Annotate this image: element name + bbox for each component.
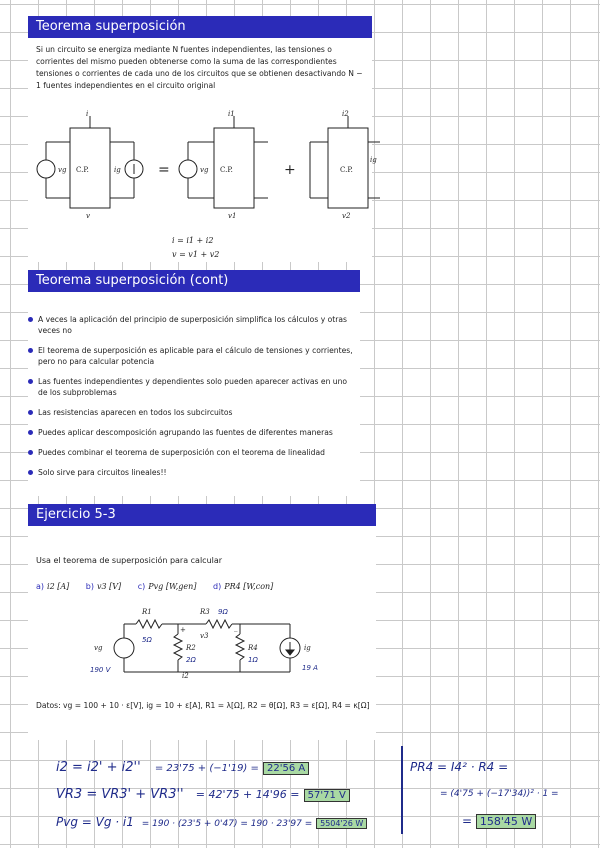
r1-label: R1 — [142, 608, 152, 616]
slide-title: Ejercicio 5-3 — [28, 504, 376, 526]
slide-text: Si un circuito se energiza mediante N fuentes independientes, las tensiones o corrientes del mismo pueden obtenerse como la suma de las correspondientes tensiones o corrientes de cada uno de los circuitos que se obtienen desactivando N − 1 fuentes independientes en el circuito original — [36, 45, 363, 90]
bullet-item: A veces la aplicación del principio de superposición simplifica los cálculos y otras veces no — [28, 314, 358, 336]
note-result: 57'71 V — [304, 789, 350, 802]
note-result: 22'56 A — [263, 762, 309, 775]
equation-current: i = i1 + i2 — [172, 236, 214, 245]
bullet-list — [28, 314, 358, 487]
exercise-circuit-diagram — [28, 602, 376, 692]
handwritten-ig-value: 19 A — [302, 664, 318, 672]
bullet-item: El teorema de superposición es aplicable para el cálculo de tensiones y corrientes, pero no para calcular potencia — [28, 345, 358, 367]
equation-voltage: v = v1 + v2 — [172, 250, 220, 259]
r4-label: R4 — [248, 644, 258, 652]
note-line-1 — [56, 760, 309, 775]
i1-label: i1 — [228, 110, 235, 118]
bullet-item: Las resistencias aparecen en todos los subcircuitos — [28, 407, 358, 418]
plus-sign: + — [284, 162, 296, 178]
note-lhs: i2 = i2' + i2'' — [56, 760, 141, 775]
handwritten-r2-value: 2Ω — [186, 656, 196, 664]
bullet-item: Puedes combinar el teorema de superposición con el teorema de linealidad — [28, 447, 358, 458]
vg-label: vg — [58, 166, 67, 174]
v3-label: v3 — [200, 632, 209, 640]
plus-sign: + — [180, 626, 186, 634]
block-label: C.P. — [76, 166, 89, 174]
equals-sign: = — [158, 162, 170, 178]
bullet-item: Las fuentes independientes y dependientes solo pueden aparecer activas en uno de los subproblemas — [28, 376, 358, 398]
exercise-item-c: c) Pvg [W,gen] — [137, 582, 197, 591]
i-label: i — [86, 110, 89, 118]
exercise-intro: Usa el teorema de superposición para calcular — [36, 556, 223, 565]
exercise-item-b: b) v3 [V] — [85, 582, 122, 591]
ig-label: ig — [370, 156, 377, 164]
r3-label: R3 — [200, 608, 210, 616]
handwritten-vg-value: 190 V — [90, 666, 111, 674]
note-line-2 — [56, 787, 350, 802]
minus-sign: _ — [234, 624, 238, 632]
handwritten-r4-value: 1Ω — [248, 656, 258, 664]
ig-label: ig — [304, 644, 311, 652]
vg-label: vg — [200, 166, 209, 174]
note-rhs: = 42'75 + 14'96 = — [195, 788, 300, 801]
note-right-2: = (4'75 + (−17'34))² · 1 = — [440, 789, 559, 799]
r2-label: R2 — [186, 644, 196, 652]
circuit-original — [37, 116, 143, 208]
note-right-result — [462, 814, 536, 828]
note-right-1: PR4 = I4² · R4 = — [410, 760, 509, 774]
notes-divider — [401, 746, 403, 834]
v2-label: v2 — [342, 212, 351, 220]
bullet-item: Puedes aplicar descomposición agrupando las fuentes de diferentes maneras — [28, 427, 358, 438]
block-label: C.P. — [340, 166, 353, 174]
note-result: 158'45 W — [476, 814, 536, 829]
exercise-items — [36, 582, 376, 591]
handwritten-r1-value: 5Ω — [142, 636, 152, 644]
exercise-item-d: d) PR4 [W,con] — [212, 582, 274, 591]
note-result: 5504'26 W — [316, 818, 367, 829]
circuit-vg-only — [179, 116, 268, 208]
ig-label: ig — [114, 166, 121, 174]
v1-label: v1 — [228, 212, 237, 220]
i2-label: i2 — [182, 672, 189, 680]
note-line-3 — [56, 815, 367, 829]
note-lhs: VR3 = VR3' + VR3'' — [56, 787, 184, 802]
slide-title: Teorema superposición (cont) — [28, 270, 360, 292]
note-lhs: Pvg = Vg · i1 — [56, 815, 134, 829]
slide-exercise — [28, 504, 376, 740]
block-label: C.P. — [220, 166, 233, 174]
i2-label: i2 — [342, 110, 349, 118]
slide-superposition — [28, 16, 377, 262]
bullet-item: Solo sirve para circuitos lineales!! — [28, 467, 358, 478]
exercise-item-a: a) i2 [A] — [36, 582, 70, 591]
handwritten-r3-value: 9Ω — [218, 608, 228, 616]
note-rhs: = 190 · (23'5 + 0'47) = 190 · 23'97 = — [141, 819, 313, 829]
note-prefix: = — [462, 814, 476, 828]
v-label: v — [86, 212, 90, 220]
vg-label: vg — [94, 644, 103, 652]
superposition-circuit-diagram — [28, 108, 377, 228]
exercise-data: Datos: vg = 100 + 10 · ε[V], ig = 10 + ε[A], R1 = λ[Ω], R2 = θ[Ω], R3 = ε[Ω], R4 = κ[Ω] — [36, 701, 370, 710]
slide-title: Teorema superposición — [28, 16, 372, 38]
slide-superposition-cont — [28, 270, 360, 496]
note-rhs: = 23'75 + (−1'19) = — [154, 763, 259, 774]
